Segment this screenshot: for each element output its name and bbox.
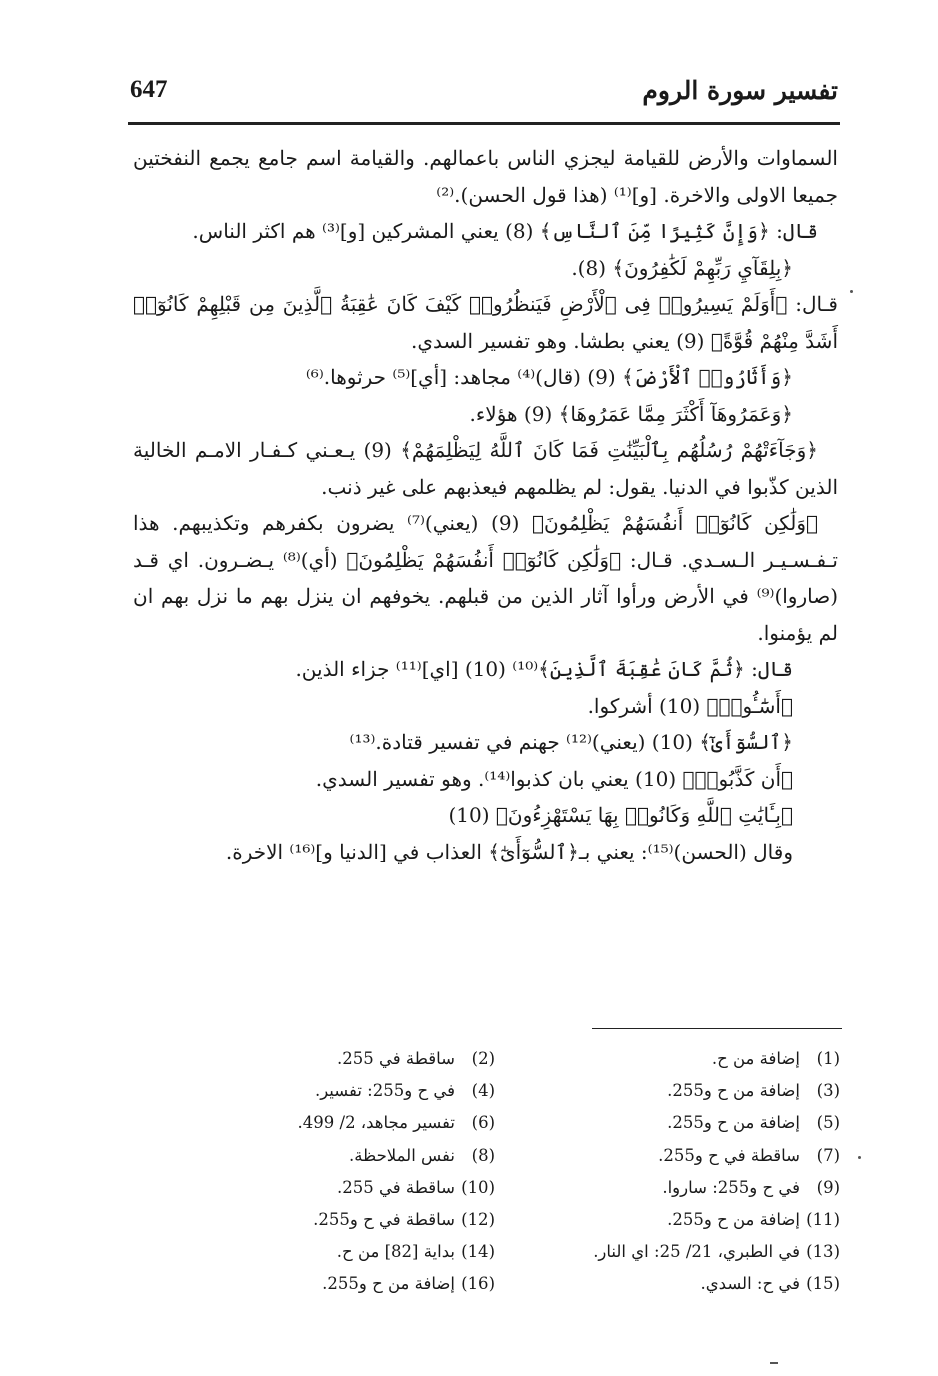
footnote xyxy=(495,1172,840,1204)
page-number: 647 xyxy=(130,76,168,103)
footnote-text: في ح: السدي. xyxy=(700,1274,800,1294)
footnote-number: (15) xyxy=(806,1274,840,1294)
footnote xyxy=(495,1075,840,1107)
paragraph: قال: ﴿ثُمَّ كَانَ عَٰقِبَةَ ٱلَّذِينَ﴾⁽¹⁰⁾ (10) [اي]⁽¹¹⁾ جزاء الذين. xyxy=(295,657,793,681)
paragraph: ﴿وَأَثَارُوا۟ ٱلْأَرْضَ﴾ (9) (قال)⁽⁴⁾ مجاهد: [أي]⁽⁵⁾ حرثوها.⁽⁶⁾ xyxy=(305,365,793,389)
paragraph: ﴿وَعَمَرُوهَآ أَكْثَرَ مِمَّا عَمَرُوهَا﴾ (9) هؤلاء. xyxy=(469,401,793,426)
footnote-number: (3) xyxy=(816,1081,840,1101)
footnote-row xyxy=(150,1268,840,1300)
footnote-row xyxy=(150,1140,840,1172)
footnote xyxy=(150,1236,495,1268)
footnote-text: تفسير مجاهد، 2/ 499. xyxy=(297,1113,455,1133)
footnote xyxy=(495,1140,840,1172)
footnote-text: إضافة من ح و255. xyxy=(667,1113,800,1133)
footnote-number: (4) xyxy=(471,1081,495,1101)
footnote-row xyxy=(150,1075,840,1107)
footnote-text: في ح و255: ساروا. xyxy=(662,1177,800,1197)
footnote-text: في ح و255: تفسير. xyxy=(314,1081,455,1101)
footnote-number: (8) xyxy=(471,1145,495,1165)
footnote-row xyxy=(150,1172,840,1204)
footnote xyxy=(495,1107,840,1139)
footnote xyxy=(150,1043,495,1075)
footnote-text: ساقطة في 255. xyxy=(336,1049,455,1068)
header-rule xyxy=(128,122,840,125)
footnote xyxy=(150,1107,495,1139)
footnote-number: (14) xyxy=(461,1242,495,1262)
paragraph: ﴿وَلَٰكِن كَانُوٓا۟ أَنفُسَهُمْ يَظْلِمُونَ﴾ (9) (يعني)⁽⁷⁾ يضرون بكفرهم وتكذيبهم. هذا تـفـسـيـر الـسـدي. قـال: ﴿وَلَٰكِن كَانُوٓا۟ أَنفُسَهُمْ يَظْلِمُونَ﴾ (أي)⁽⁸⁾ يـضـرون. اي قـد (صاروا)⁽⁹⁾ في الأرض ورأوا آثار الذين من قبلهم. يخوفهم ان ينزل بهم ما نزل بهم ان لم يؤمنوا. xyxy=(133,511,838,645)
footnote-number: (9) xyxy=(816,1177,840,1197)
footnote-number: (5) xyxy=(816,1113,840,1133)
footnote-text: إضافة من ح و255. xyxy=(667,1081,800,1101)
paragraph: ﴿بِلِقَآيِ رَبِّهِمْ لَكَٰفِرُونَ﴾ (8). xyxy=(571,255,793,280)
footnote xyxy=(495,1236,840,1268)
footnote xyxy=(495,1268,840,1300)
paragraph: قال: ﴿وَإِنَّ كَثِيرًا مِّنَ ٱلنَّاسِ﴾ (8) يعني المشركين [و]⁽³⁾ هم اكثر الناس. xyxy=(192,219,818,243)
paragraph: ﴿وَجَآءَتْهُمْ رُسُلُهُم بِٱلْبَيِّنَٰتِ فَمَا كَانَ ٱللَّهُ لِيَظْلِمَهُمْ﴾ (9) يـعـني كـفـار الامـم الخالية الذين كذّبوا في الدنيا. يقول: لم يظلمهم فيعذبهم على غير ذنب. xyxy=(133,438,838,499)
paragraph: ﴿أَسَٰٓـُٔوا۟﴾ (10) أشركوا. xyxy=(587,693,793,718)
footnote-number: (1) xyxy=(816,1049,840,1068)
footnote-row xyxy=(150,1204,840,1236)
footnote-text: إضافة من ح و255. xyxy=(322,1274,455,1294)
footnote-number: (2) xyxy=(471,1049,495,1068)
paragraph: وقال (الحسن)⁽¹⁵⁾: يعني بـ﴿ٱلسُّوٓأَىٰٓ﴾ العذاب في [الدنيا و]⁽¹⁶⁾ الاخرة. xyxy=(225,839,793,864)
footnote xyxy=(150,1172,495,1204)
scan-speck xyxy=(770,1362,778,1364)
footnote-text: في الطبري، 21/ 25: اي النار. xyxy=(593,1242,800,1262)
footnote-number: (16) xyxy=(461,1274,495,1294)
footnote-number: (10) xyxy=(461,1177,495,1197)
footnote-rule xyxy=(592,1028,842,1029)
footnote-number: (13) xyxy=(806,1242,840,1262)
footnote xyxy=(150,1204,495,1236)
running-title: تفسير سورة الروم xyxy=(642,76,838,105)
paragraph: ﴿أَن كَذَّبُوا۟﴾ (10) يعني بان كذبوا⁽¹⁴⁾. وهو تفسير السدي. xyxy=(315,766,793,791)
footnote xyxy=(495,1204,840,1236)
footnote-number: (6) xyxy=(471,1113,495,1133)
footnote-text: نفس الملاحظة. xyxy=(348,1145,455,1165)
footnote-text: ساقطة في ح و255. xyxy=(313,1209,455,1229)
paragraph: ﴿ٱلسُّوٓأَىٰٓ﴾ (10) (يعني)⁽¹²⁾ جهنم في تفسير قتادة.⁽¹³⁾ xyxy=(349,730,793,754)
paragraph: ﴿بِـَٔايَٰتِ ٱللَّهِ وَكَانُوا۟ بِهَا يَسْتَهْزِءُونَ﴾ (10) xyxy=(448,803,793,827)
footnote xyxy=(150,1075,495,1107)
footnote xyxy=(495,1043,840,1075)
body-text xyxy=(133,140,838,870)
footnote-number: (11) xyxy=(806,1209,840,1229)
footnotes xyxy=(150,1043,840,1301)
footnote-number: (7) xyxy=(816,1145,840,1165)
scan-speck xyxy=(850,290,853,293)
footnote-row xyxy=(150,1107,840,1139)
footnote-text: إضافة من ح. xyxy=(711,1049,800,1068)
footnote-text: بداية [82] من ح. xyxy=(336,1242,455,1262)
footnote-text: ساقطة في 255. xyxy=(336,1177,455,1197)
footnote-row xyxy=(150,1236,840,1268)
paragraph: السماوات والأرض للقيامة ليجزي الناس باعمالهم. والقيامة اسم جامع يجمع النفختين جميعا الاولى والاخرة. [و]⁽¹⁾ (هذا قول الحسن).⁽²⁾ xyxy=(133,146,838,207)
footnote-row xyxy=(150,1043,840,1075)
footnote xyxy=(150,1140,495,1172)
footnote xyxy=(150,1268,495,1300)
paragraph: قـال: ﴿أَوَلَمْ يَسِيرُوا۟ فِى ٱلْأَرْضِ فَيَنظُرُوا۟ كَيْفَ كَانَ عَٰقِبَةُ ٱلَّذِينَ مِن قَبْلِهِمْ كَانُوٓا۟ أَشَدَّ مِنْهُمْ قُوَّةً﴾ (9) يعني بطشا. وهو تفسير السدي. xyxy=(133,292,838,353)
footnote-text: إضافة من ح و255. xyxy=(667,1209,800,1229)
scan-speck xyxy=(858,1156,861,1159)
footnote-number: (12) xyxy=(461,1209,495,1229)
footnote-text: ساقطة في ح و255. xyxy=(658,1145,800,1165)
